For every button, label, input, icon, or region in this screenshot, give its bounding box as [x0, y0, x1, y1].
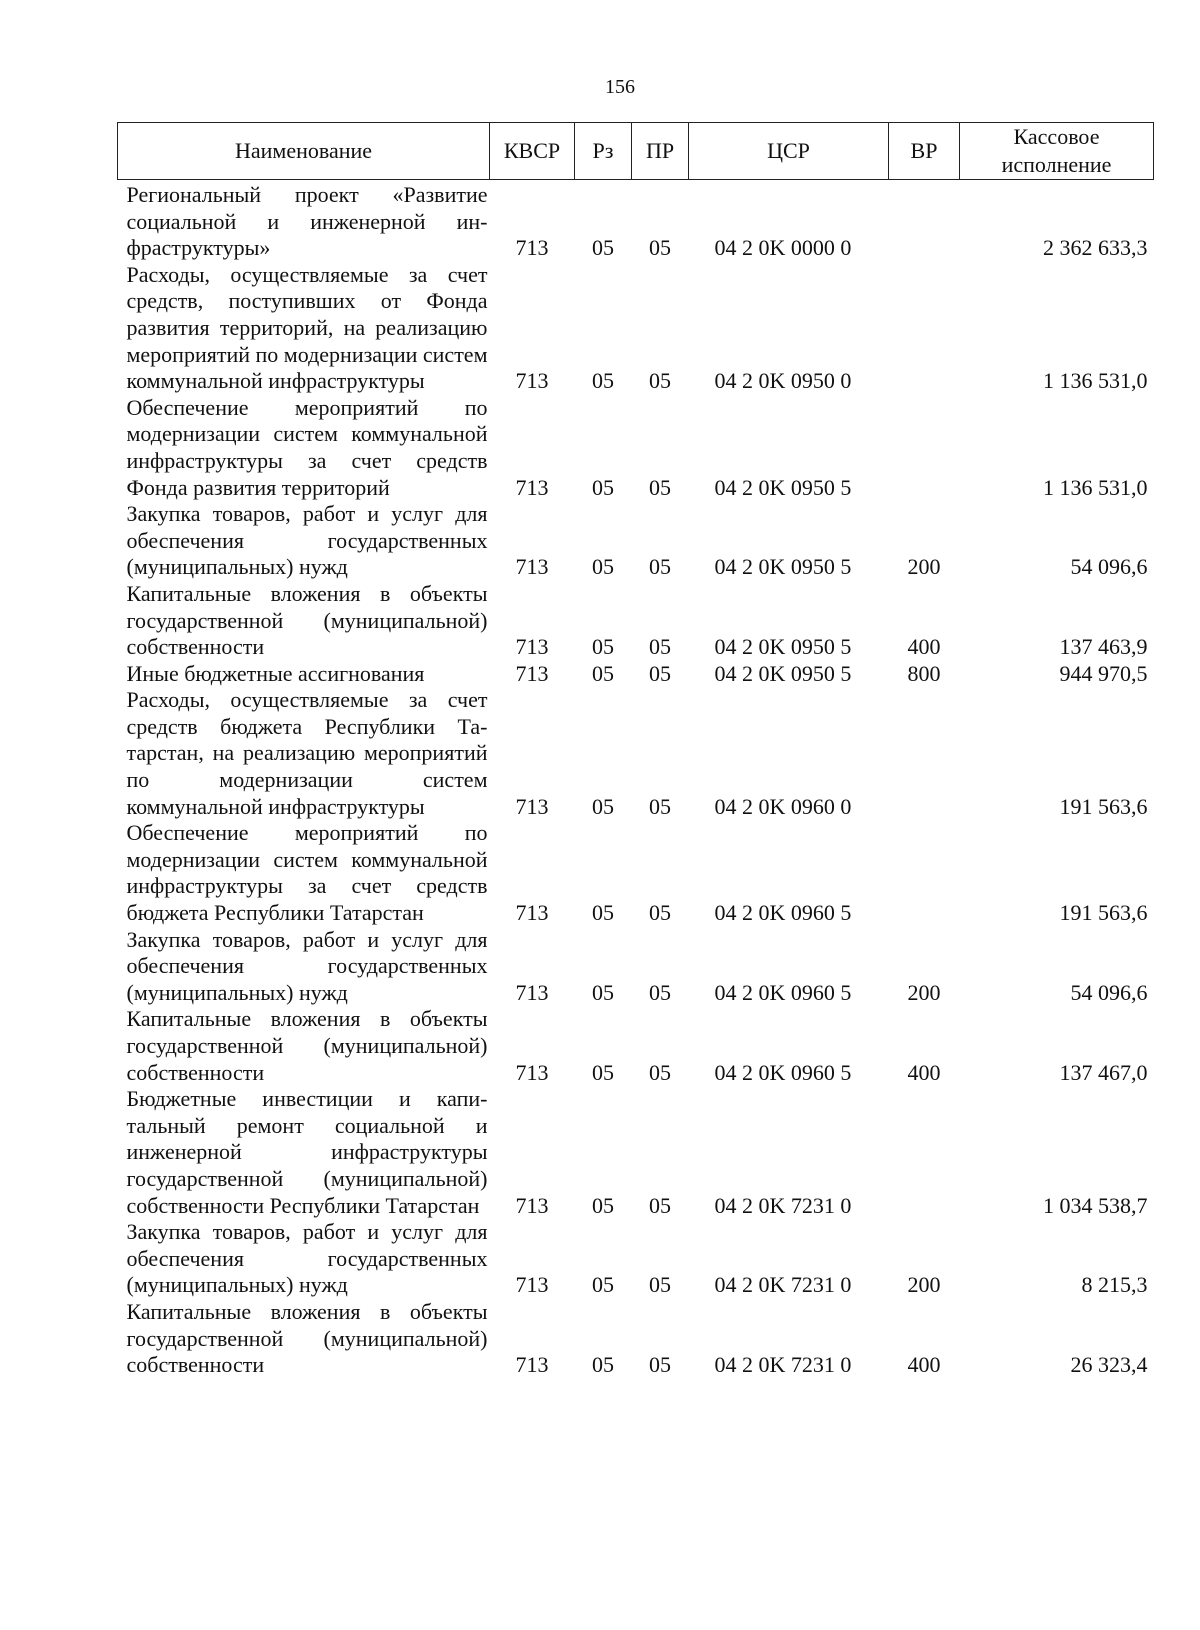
row-rz: 05 — [592, 634, 614, 660]
header-csr: ЦСР — [689, 123, 889, 180]
row-name: Капитальные вложения в объекты государственной (муниципальной) собственности — [126, 1298, 488, 1378]
row-pr: 05 — [649, 1059, 671, 1085]
row-csr: 04 2 0K 0960 0 — [714, 793, 852, 819]
row-vr — [889, 180, 960, 262]
row-cash-execution: 26 323,4 — [1070, 1352, 1148, 1378]
row-kvsr: 713 — [515, 1059, 549, 1085]
row-rz: 05 — [592, 979, 614, 1005]
row-rz: 05 — [592, 793, 614, 819]
row-name: Обеспечение мероприятий по модернизации систем коммунальной инфраструктуры за счет средств бюджета Республики Татарстан — [126, 820, 488, 926]
row-cash-execution: 137 463,9 — [1059, 634, 1148, 660]
row-name: Закупка товаров, работ и услуг для обеспечения государственных (муниципальных) нужд — [126, 926, 488, 1005]
row-rz: 05 — [592, 554, 614, 580]
row-cash-execution: 1 034 538,7 — [1043, 1192, 1148, 1218]
header-cash-execution-line2: исполнение — [1001, 152, 1112, 177]
row-name: Обеспечение мероприятий по модернизации систем коммунальной инфраструктуры за счет средств Фонда развития территорий — [126, 394, 488, 500]
table-row — [118, 661, 1154, 688]
row-kvsr: 713 — [515, 660, 549, 686]
row-rz: 05 — [592, 1059, 614, 1085]
row-pr: 05 — [649, 554, 671, 580]
row-cash-execution: 137 467,0 — [1059, 1059, 1148, 1085]
row-vr — [889, 262, 960, 395]
row-name: Бюджетные инвестиции и капитальный ремонт социальной и инженерной инфраструктуры государственной (муниципальной) собственности Республики Татарстан — [126, 1086, 488, 1218]
row-cash-execution: 1 136 531,0 — [1043, 474, 1148, 500]
row-csr: 04 2 0K 0950 5 — [714, 474, 852, 500]
row-rz: 05 — [592, 235, 614, 261]
row-cash-execution: 191 563,6 — [1059, 900, 1148, 926]
row-pr: 05 — [649, 660, 671, 686]
header-pr: ПР — [632, 123, 689, 180]
table-row — [118, 501, 1154, 581]
table-header — [118, 123, 1154, 180]
table-row — [118, 687, 1154, 820]
row-pr: 05 — [649, 979, 671, 1005]
row-csr: 04 2 0K 7231 0 — [714, 1192, 852, 1218]
header-rz: Рз — [575, 123, 632, 180]
row-vr: 400 — [907, 1352, 941, 1378]
row-csr: 04 2 0K 0950 5 — [714, 634, 852, 660]
row-kvsr: 713 — [515, 634, 549, 660]
row-pr: 05 — [649, 235, 671, 261]
table-row — [118, 180, 1154, 262]
row-csr: 04 2 0K 0000 0 — [714, 235, 852, 261]
row-kvsr: 713 — [515, 1192, 549, 1218]
row-cash-execution: 8 215,3 — [1081, 1272, 1148, 1298]
row-vr: 200 — [907, 554, 941, 580]
table-row — [118, 1006, 1154, 1086]
row-pr: 05 — [649, 368, 671, 394]
row-csr: 04 2 0K 0950 5 — [714, 660, 852, 686]
row-pr: 05 — [649, 900, 671, 926]
row-csr: 04 2 0K 0960 5 — [714, 1059, 852, 1085]
row-name: Закупка товаров, работ и услуг для обеспечения государственных (муниципальных) нужд — [126, 1219, 488, 1298]
row-name: Закупка товаров, работ и услуг для обеспечения государственных (муниципальных) нужд — [126, 501, 488, 580]
row-cash-execution: 191 563,6 — [1059, 793, 1148, 819]
row-rz: 05 — [592, 474, 614, 500]
row-name: Иные бюджетные ассигнования — [126, 660, 425, 686]
row-kvsr: 713 — [515, 554, 549, 580]
row-vr — [889, 395, 960, 501]
row-kvsr: 713 — [515, 1352, 549, 1378]
row-kvsr: 713 — [515, 368, 549, 394]
table-row — [118, 1086, 1154, 1219]
row-cash-execution: 54 096,6 — [1070, 554, 1148, 580]
table-row — [118, 1299, 1154, 1379]
row-rz: 05 — [592, 1352, 614, 1378]
table-row — [118, 262, 1154, 395]
row-csr: 04 2 0K 0960 5 — [714, 900, 852, 926]
row-vr: 200 — [907, 979, 941, 1005]
row-name: Капитальные вложения в объекты государственной (муниципальной) собственности — [126, 580, 488, 660]
row-csr: 04 2 0K 0950 0 — [714, 368, 852, 394]
row-vr — [889, 820, 960, 926]
row-vr: 200 — [907, 1272, 941, 1298]
row-vr — [889, 687, 960, 820]
row-vr: 400 — [907, 1059, 941, 1085]
row-cash-execution: 944 970,5 — [1059, 660, 1148, 686]
budget-execution-table — [117, 122, 1154, 1379]
row-csr: 04 2 0K 0960 5 — [714, 979, 852, 1005]
row-kvsr: 713 — [515, 235, 549, 261]
row-name: Региональный проект «Развитие социальной и инженерной инфраструктуры» — [126, 182, 488, 261]
header-kvsr: КВСР — [490, 123, 575, 180]
table-body — [118, 180, 1154, 1379]
row-kvsr: 713 — [515, 793, 549, 819]
row-csr: 04 2 0K 7231 0 — [714, 1352, 852, 1378]
header-cash-execution — [960, 123, 1154, 180]
row-vr: 800 — [907, 660, 941, 686]
row-rz: 05 — [592, 1272, 614, 1298]
table-row — [118, 927, 1154, 1007]
row-pr: 05 — [649, 1192, 671, 1218]
table-row — [118, 1219, 1154, 1299]
row-pr: 05 — [649, 1352, 671, 1378]
header-vr: ВР — [889, 123, 960, 180]
row-pr: 05 — [649, 793, 671, 819]
row-cash-execution: 2 362 633,3 — [1043, 235, 1148, 261]
row-csr: 04 2 0K 7231 0 — [714, 1272, 852, 1298]
header-name: Наименование — [118, 123, 490, 180]
row-vr — [889, 1086, 960, 1219]
table-row — [118, 395, 1154, 501]
row-kvsr: 713 — [515, 474, 549, 500]
row-cash-execution: 54 096,6 — [1070, 979, 1148, 1005]
row-cash-execution: 1 136 531,0 — [1043, 368, 1148, 394]
row-name: Расходы, осуществляемые за счет средств, поступивших от Фонда развития территорий, на реализацию мероприятий по модернизации систем коммунальной инфраструктуры — [126, 261, 488, 394]
row-name: Капитальные вложения в объекты государственной (муниципальной) собственности — [126, 1006, 488, 1085]
row-rz: 05 — [592, 1192, 614, 1218]
row-vr: 400 — [907, 634, 941, 660]
row-pr: 05 — [649, 474, 671, 500]
row-kvsr: 713 — [515, 979, 549, 1005]
table-row — [118, 581, 1154, 661]
table-row — [118, 820, 1154, 926]
row-kvsr: 713 — [515, 1272, 549, 1298]
header-cash-execution-line1: Кассовое — [1013, 124, 1100, 149]
row-csr: 04 2 0K 0950 5 — [714, 554, 852, 580]
row-rz: 05 — [592, 660, 614, 686]
row-kvsr: 713 — [515, 900, 549, 926]
row-rz: 05 — [592, 368, 614, 394]
row-rz: 05 — [592, 900, 614, 926]
page-number: 156 — [605, 76, 635, 98]
row-pr: 05 — [649, 634, 671, 660]
row-name: Расходы, осуществляемые за счет средств бюджета Республики Татарстан, на реализацию мероприятий по модернизации систем коммунальной инфраструктуры — [126, 687, 488, 819]
row-pr: 05 — [649, 1272, 671, 1298]
